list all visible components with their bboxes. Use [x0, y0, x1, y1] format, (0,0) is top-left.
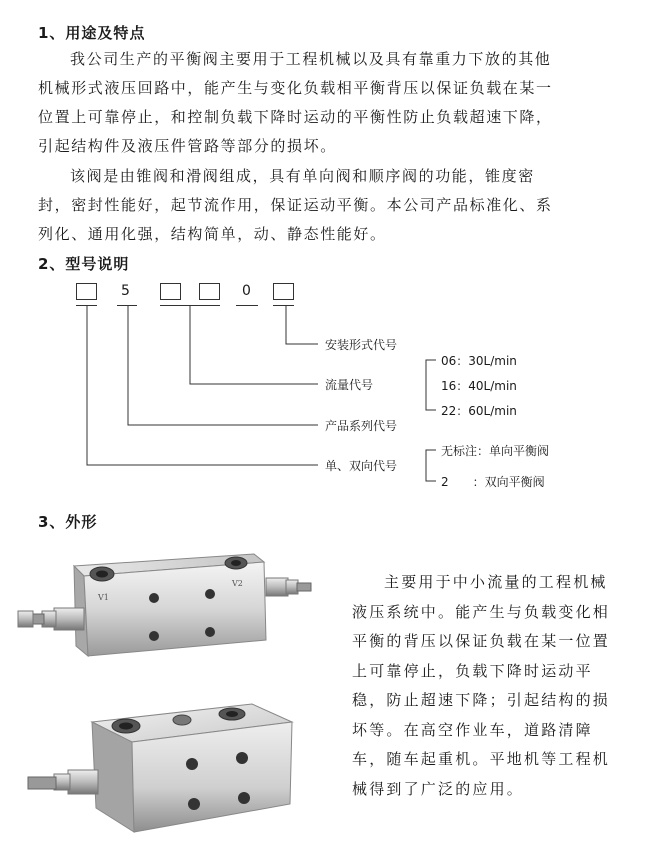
text-line: 平衡的背压以保证负载在某一位置 [352, 632, 611, 650]
section1-title: 1、用途及特点 [38, 24, 146, 42]
text-line: 稳，防止超速下降；引起结构的损 [352, 691, 611, 709]
text-line: 列化、通用化强，结构简单，动、静态性能好。 [38, 225, 387, 243]
valve-photo-front [14, 548, 314, 678]
valve-photo-angled [22, 692, 312, 842]
text-line: 车，随车起重机。平地机等工程机 [352, 750, 611, 768]
text-line: 主要用于中小流量的工程机械 [384, 573, 608, 591]
section2-title: 2、型号说明 [38, 255, 130, 273]
text-line: 液压系统中。能产生与负载变化相 [352, 602, 611, 621]
section3-description [352, 568, 642, 804]
port-label-v1: V1 [98, 593, 109, 602]
text-line: 械得到了广泛的应用。 [352, 779, 525, 798]
text-line: 该阀是由锥阀和滑阀组成，具有单向阀和顺序阀的功能，锥度密 [70, 167, 535, 185]
direction-option: 2 ：双向平衡阀 [441, 475, 545, 489]
flow-option: 16：40L/min [441, 379, 517, 393]
text-line: 引起结构件及液压件管路等部分的损坏。 [38, 137, 337, 155]
direction-option: 无标注：单向平衡阀 [441, 444, 550, 458]
label-flow-code: 流量代号 [325, 378, 374, 392]
text-line: 封，密封性能好，起节流作用，保证运动平衡。本公司产品标准化、系 [38, 196, 553, 214]
flow-option: 22：60L/min [441, 404, 517, 418]
text-line: 机械形式液压回路中，能产生与变化负载相平衡背压以保证负载在某一 [38, 79, 553, 97]
port-label-v2: V2 [232, 579, 243, 588]
text-line: 上可靠停止，负载下降时运动平 [352, 661, 593, 680]
label-direction-code: 单、双向代号 [325, 459, 398, 473]
text-line: 坏等。在高空作业车，道路清障 [352, 720, 593, 739]
text-line: 位置上可靠停止，和控制负载下降时运动的平衡性防止负载超速下降， [38, 108, 553, 126]
code-char-series: 5 [121, 283, 130, 299]
label-install-code: 安装形式代号 [325, 338, 398, 352]
text-line: 我公司生产的平衡阀主要用于工程机械以及具有靠重力下放的其他 [70, 50, 552, 68]
flow-option: 06：30L/min [441, 354, 517, 368]
section3-title: 3、外形 [38, 513, 98, 531]
code-char-zero: 0 [242, 283, 251, 299]
label-series-code: 产品系列代号 [325, 419, 398, 433]
